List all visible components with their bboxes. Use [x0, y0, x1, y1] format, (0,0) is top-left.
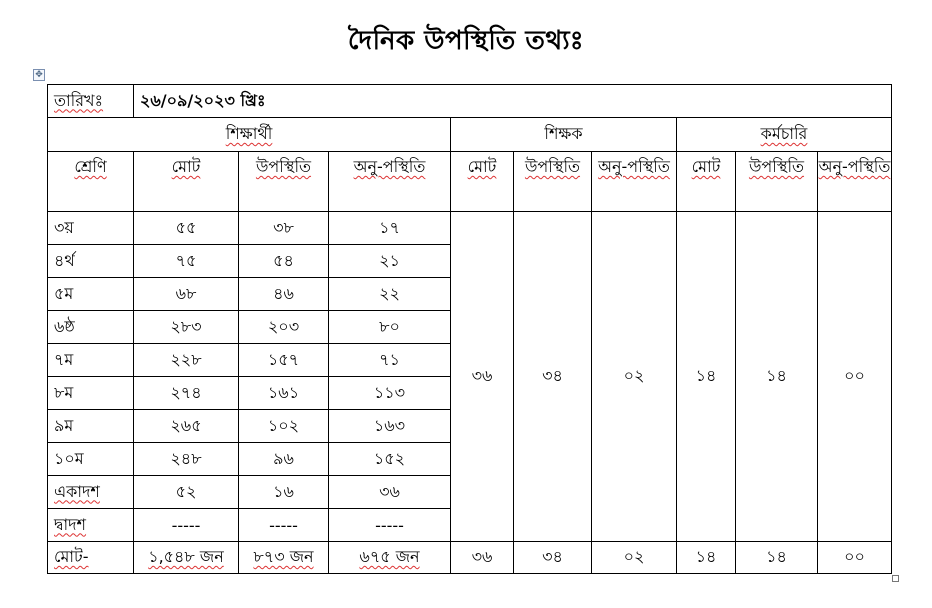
col-header-staff-total: মোট — [677, 152, 736, 212]
student-total-cell: ৬৮ — [134, 278, 239, 311]
class-cell: একাদশ — [48, 476, 134, 509]
page-title: দৈনিক উপস্থিতি তথ্যঃ — [347, 26, 585, 56]
student-present-cell: ৩৮ — [239, 212, 329, 245]
student-present-cell: ১০২ — [239, 410, 329, 443]
teacher-total-cell: ৩৬ — [451, 212, 514, 542]
student-total-cell: ২৬৫ — [134, 410, 239, 443]
group-students: শিক্ষার্থী — [48, 118, 451, 152]
col-header-student-absent: অনু-পস্থিতি — [329, 152, 451, 212]
col-header-class: শ্রেণি — [48, 152, 134, 212]
student-present-cell: ১৬ — [239, 476, 329, 509]
date-label: তারিখঃ — [54, 90, 104, 110]
col-header-staff-present: উপস্থিতি — [736, 152, 818, 212]
student-present-cell: ৪৬ — [239, 278, 329, 311]
teacher-absent-sum: ০২ — [592, 542, 677, 574]
student-absent-cell: ২১ — [329, 245, 451, 278]
student-absent-sum: ৬৭৫ জন — [329, 542, 451, 574]
class-cell: ৩য় — [48, 212, 134, 245]
student-total-cell: ২৪৮ — [134, 443, 239, 476]
class-cell: ১০ম — [48, 443, 134, 476]
group-header-row — [48, 118, 892, 152]
teacher-absent-cell: ০২ — [592, 212, 677, 542]
class-cell: ৬ষ্ঠ — [48, 311, 134, 344]
group-staff: কর্মচারি — [677, 118, 892, 152]
student-total-cell: ৫৫ — [134, 212, 239, 245]
student-absent-cell: ১৫২ — [329, 443, 451, 476]
student-total-cell: ৫২ — [134, 476, 239, 509]
staff-absent-sum: ০০ — [818, 542, 892, 574]
teacher-present-sum: ৩৪ — [514, 542, 592, 574]
student-present-cell: ১৬১ — [239, 377, 329, 410]
student-present-cell: ৯৬ — [239, 443, 329, 476]
col-header-staff-absent: অনু-পস্থিতি — [818, 152, 892, 212]
class-cell: ৮ম — [48, 377, 134, 410]
student-present-cell: ----- — [239, 509, 329, 542]
table-resize-handle[interactable] — [892, 575, 899, 582]
date-label-cell — [48, 85, 134, 118]
teacher-present-cell: ৩৪ — [514, 212, 592, 542]
attendance-table — [47, 84, 892, 574]
group-teachers: শিক্ষক — [451, 118, 677, 152]
staff-absent-cell: ০০ — [818, 212, 892, 542]
date-value: ২৬/০৯/২০২৩ খ্রিঃ — [140, 90, 266, 110]
student-total-cell: ----- — [134, 509, 239, 542]
staff-total-sum: ১৪ — [677, 542, 736, 574]
staff-present-sum: ১৪ — [736, 542, 818, 574]
student-absent-cell: ১৬৩ — [329, 410, 451, 443]
student-total-cell: ২৭৪ — [134, 377, 239, 410]
student-present-cell: ২০৩ — [239, 311, 329, 344]
table-row — [48, 212, 892, 245]
totals-row — [48, 542, 892, 574]
teacher-total-sum: ৩৬ — [451, 542, 514, 574]
col-header-teacher-present: উপস্থিতি — [514, 152, 592, 212]
table-move-handle-icon[interactable]: ✥ — [33, 69, 45, 81]
student-total-cell: ২৮৩ — [134, 311, 239, 344]
staff-present-cell: ১৪ — [736, 212, 818, 542]
class-cell: ৯ম — [48, 410, 134, 443]
date-value-cell — [134, 85, 892, 118]
student-total-cell: ২২৮ — [134, 344, 239, 377]
col-header-student-present: উপস্থিতি — [239, 152, 329, 212]
student-present-sum: ৮৭৩ জন — [239, 542, 329, 574]
student-absent-cell: ২২ — [329, 278, 451, 311]
column-header-row — [48, 152, 892, 212]
student-absent-cell: ৩৬ — [329, 476, 451, 509]
class-cell: ৭ম — [48, 344, 134, 377]
date-row — [48, 85, 892, 118]
col-header-teacher-absent: অনু-পস্থিতি — [592, 152, 677, 212]
class-cell: ৫ম — [48, 278, 134, 311]
student-absent-cell: ৭১ — [329, 344, 451, 377]
student-absent-cell: ১১৩ — [329, 377, 451, 410]
class-cell: দ্বাদশ — [48, 509, 134, 542]
class-cell: ৪র্থ — [48, 245, 134, 278]
student-absent-cell: ৮০ — [329, 311, 451, 344]
staff-total-cell: ১৪ — [677, 212, 736, 542]
totals-label-cell: মোট- — [48, 542, 134, 574]
student-present-cell: ১৫৭ — [239, 344, 329, 377]
col-header-student-total: মোট — [134, 152, 239, 212]
student-total-sum: ১,৫৪৮ জন — [134, 542, 239, 574]
student-present-cell: ৫৪ — [239, 245, 329, 278]
student-absent-cell: ----- — [329, 509, 451, 542]
col-header-teacher-total: মোট — [451, 152, 514, 212]
student-absent-cell: ১৭ — [329, 212, 451, 245]
student-total-cell: ৭৫ — [134, 245, 239, 278]
